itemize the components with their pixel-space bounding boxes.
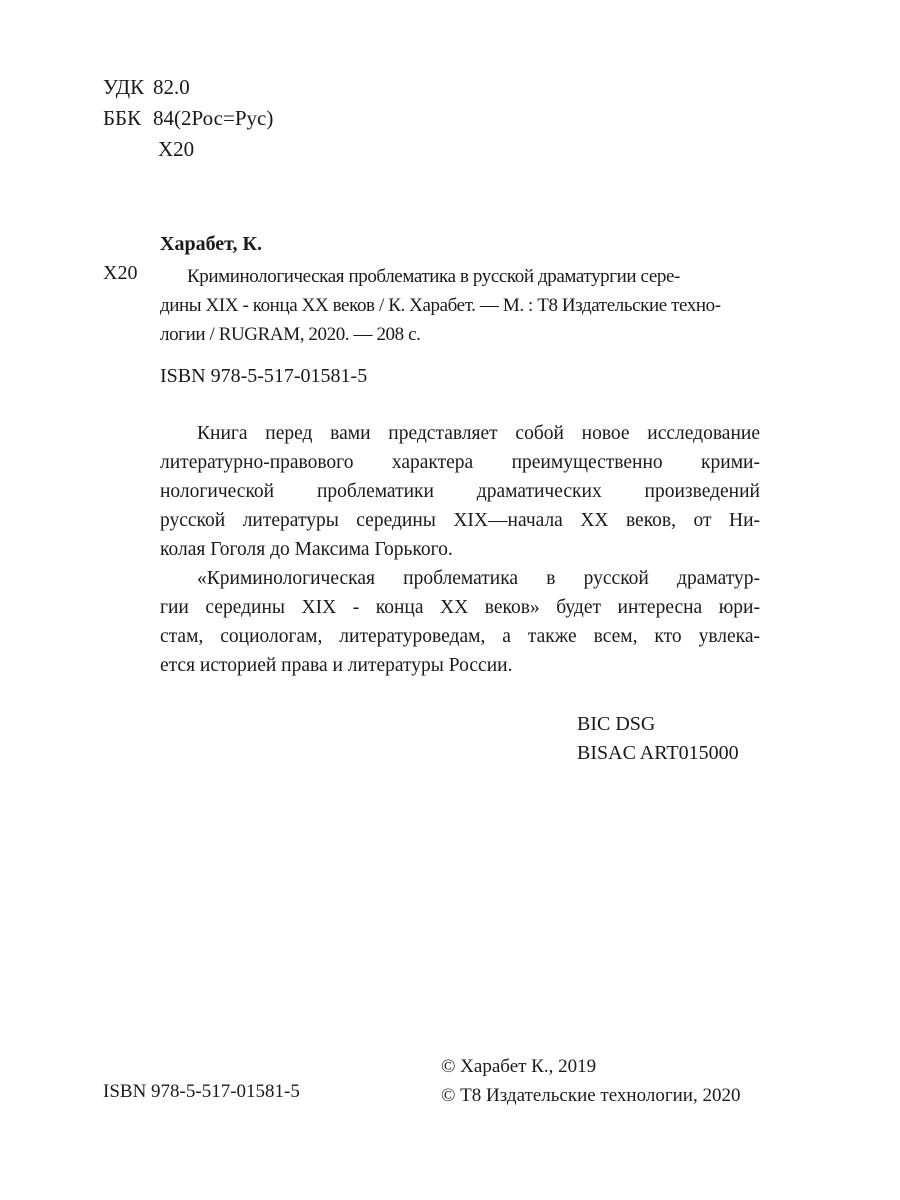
author-mark-row [103,134,273,165]
author-mark: Х20 [158,137,195,161]
copyright-publisher: © Т8 Издательские технологии, 2020 [441,1085,741,1106]
footer-isbn: ISBN 978-5-517-01581-5 [103,1081,300,1102]
annotation-line: ется историей права и литературы России. [160,655,513,676]
annotation-line: Книга перед вами представляет собой новое исследование [197,423,760,444]
entry-line: Криминологическая проблематика в русской драматургии сере- [187,266,680,287]
entry-line: дины XIX - конца XX веков / К. Харабет. — М. : Т8 Издательские техно- [160,295,721,316]
bbk-row [103,103,273,134]
entry-author: Харабет, К. [160,233,263,255]
entry-mark: Х20 [103,262,138,284]
udk-label: УДК [103,75,145,99]
copyright-block [441,1052,740,1110]
annotation [160,419,760,680]
bisac-code: BISAC ART015000 [577,742,739,764]
annotation-line: русской литературы середины XIX—начала XX веков, от Ни- [160,510,760,531]
annotation-line: стам, социологам, литературоведам, а также всем, кто увлека- [160,626,760,647]
annotation-line: колая Гоголя до Максима Горького. [160,539,453,560]
copyright-author: © Харабет К., 2019 [441,1056,597,1077]
bbk-label: ББК [103,106,142,130]
annotation-line: гии середины XIX - конца XX веков» будет интересна юри- [160,597,760,618]
bic-code: BIC DSG [577,713,656,735]
entry-line: логии / RUGRAM, 2020. — 208 с. [160,324,421,345]
udk-value: 82.0 [153,75,190,99]
annotation-line: «Криминологическая проблематика в русской драматур- [197,568,760,589]
bbk-value: 84(2Рос=Рус) [153,106,274,130]
bibliographic-description [160,262,760,349]
classification-codes [103,72,273,165]
udk-row [103,72,273,103]
entry-isbn: ISBN 978-5-517-01581-5 [160,365,368,387]
subject-codes [577,710,739,768]
annotation-line: литературно-правового характера преимущественно крими- [160,452,760,473]
annotation-line: нологической проблематики драматических произведений [160,481,760,502]
